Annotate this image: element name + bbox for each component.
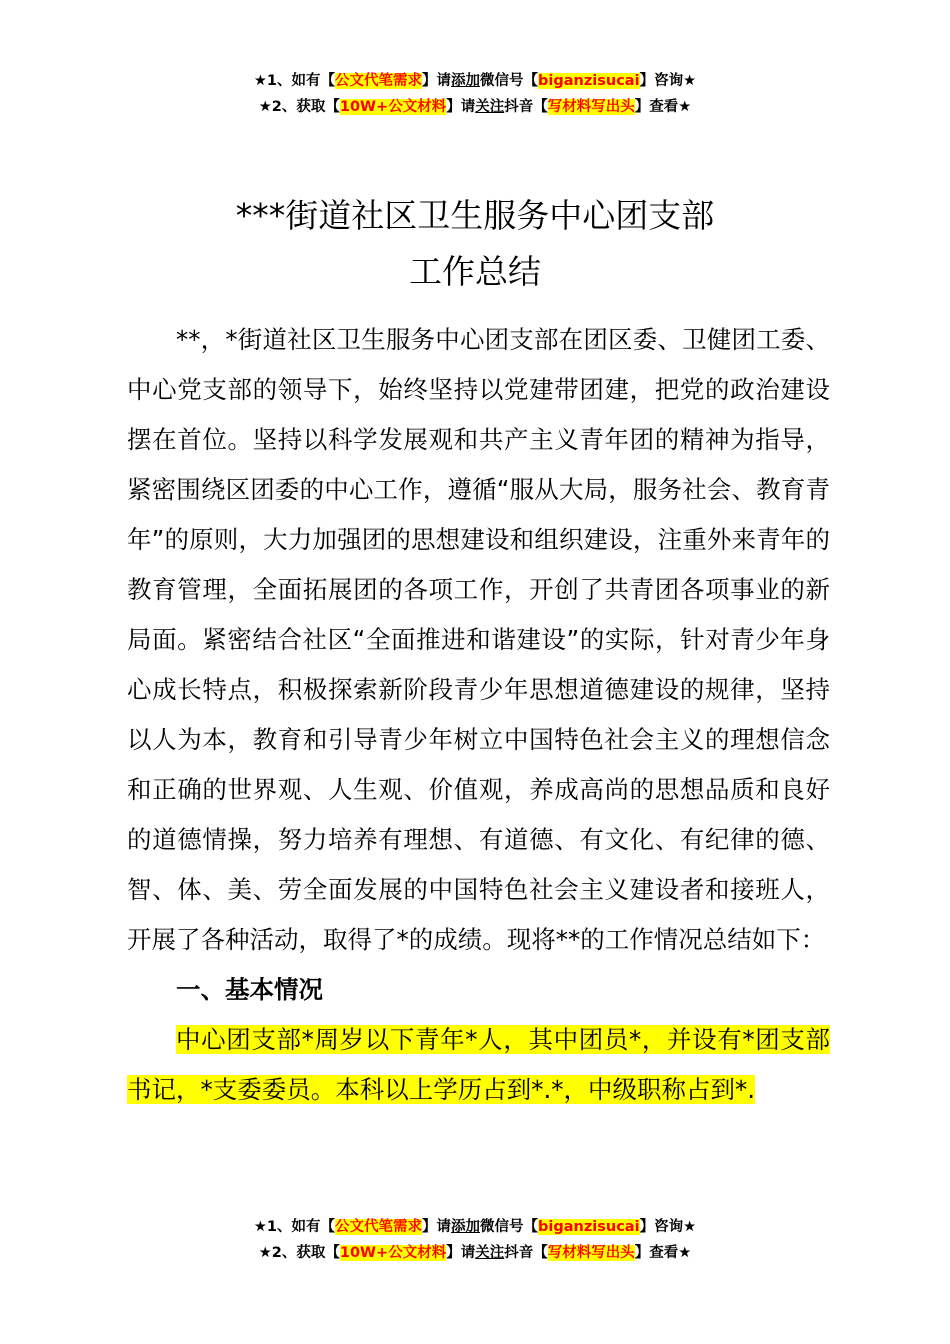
materials-highlight: 10W+公文材料 — [339, 1245, 447, 1261]
douyin-id-highlight: 写材料写出头 — [547, 99, 635, 115]
document-body — [127, 315, 830, 1115]
header-notice — [0, 68, 950, 120]
intro-paragraph: **，*街道社区卫生服务中心团支部在团区委、卫健团工委、中心党支部的领导下，始终坚持以党建带团建，把党的政治建设摆在首位。坚持以科学发展观和共产主义青年团的精神为指导，紧密围绕区团委的中心工作，遵循“服从大局，服务社会、教育青年”的原则，大力加强团的思想建设和组织建设，注重外来青年的教育管理，全面拓展团的各项工作，开创了共青团各项事业的新局面。紧密结合社区“全面推进和谐建设”的实际，针对青少年身心成长特点，积极探索新阶段青少年思想道德建设的规律，坚持以人为本，教育和引导青少年树立中国特色社会主义的理想信念和正确的世界观、人生观、价值观，养成高尚的思想品质和良好的道德情操，努力培养有理想、有道德、有文化、有纪律的德、智、体、美、劳全面发展的中国特色社会主义建设者和接班人，开展了各种活动，取得了*的成绩。现将**的工作情况总结如下： — [127, 325, 830, 954]
title-line-2: 工作总结 — [409, 252, 541, 291]
douyin-id-highlight: 写材料写出头 — [547, 1245, 635, 1261]
ghostwriting-highlight: 公文代笔需求 — [335, 1219, 423, 1235]
wechat-id-highlight: biganzisucai — [538, 1219, 640, 1235]
footer-notice — [0, 1214, 950, 1266]
document-title — [0, 188, 950, 300]
highlighted-text: 中心团支部*周岁以下青年*人，其中团员*，并设有*团支部书记，*支委委员。本科以上学历占到*.*，中级职称占到*. — [127, 1025, 830, 1104]
wechat-id-highlight: biganzisucai — [538, 73, 640, 89]
header-notice-line-1: ★1、如有【公文代笔需求】请添加微信号【biganzisucai】咨询★ — [253, 73, 697, 89]
footer-notice-line-2: ★2、获取【10W+公文材料】请关注抖音【写材料写出头】查看★ — [258, 1245, 692, 1261]
materials-highlight: 10W+公文材料 — [339, 99, 447, 115]
section-heading-basic-situation: 一、基本情况 — [176, 975, 323, 1004]
title-line-1: ***街道社区卫生服务中心团支部 — [235, 196, 715, 235]
header-notice-line-2: ★2、获取【10W+公文材料】请关注抖音【写材料写出头】查看★ — [258, 99, 692, 115]
footer-notice-line-1: ★1、如有【公文代笔需求】请添加微信号【biganzisucai】咨询★ — [253, 1219, 697, 1235]
section1-paragraph — [127, 1015, 830, 1115]
ghostwriting-highlight: 公文代笔需求 — [335, 73, 423, 89]
